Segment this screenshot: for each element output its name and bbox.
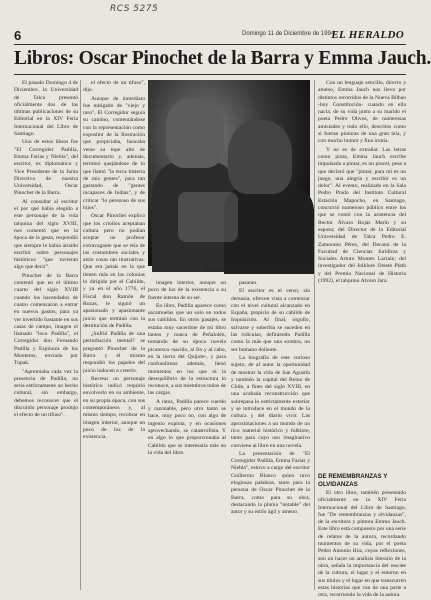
section-subhead: DE REMEMBRANZAS Y OLVIDANZAS: [318, 473, 388, 488]
paragraph: "Apremiaba cada vez la presencia de Padilla, no sería estrictamente un hecho cultural, sin embargo, debemos reconocer que el discutido personaje produjo el efecto de un tifuso".: [14, 368, 78, 419]
article-photo: [148, 80, 310, 266]
page-header: [14, 28, 406, 44]
paragraph: Al consultar al escritor el por qué había elegido a este personaje de la vida talquina del siglo XVIII, nos comentó que en la época de la gesta, respondió que siempre le había atraído escribir sobre personajes históricos "que tuvieran algo que decir".: [14, 198, 78, 271]
paragraph: La biografía de este curioso sujeto, de al autor la oportunidad de mostrar la vida de San Agustín y también la capital del Reino de Chile, a fines del siglo XVIII, en una acabada reconstrucción que sobrepasa lo estrictamente exterior y se introduce en el mundo de la cultura y del diario vivir. Las aproximaciones a un mundo de un rico material histórico y folklore, tanto para cuyo uso imaginativo conviene al libro en una novela.: [231, 354, 310, 449]
paragraph: El escritor es el verso, sin demasía, ofrecen vista a comenzar con el nivel cultural alcanzado en España, propicio de su cabildo de Inquisición. Al final, orgullo, salvarse y soberbia se suceden en las ridículas, definiendo Padilla como la más que una sombra, un ser humano doliente.: [231, 288, 310, 353]
article-column-4: [231, 280, 310, 592]
paragraph: Con un lenguaje sencillo, directo y ameno, Emma Jauch nos lleva por distintos recorridos de la Nueva Bilbao -hoy Constitución- cuando en ella nacía, de su vida junto a su marido el poeta Pedro Olivos, de numerosas amistades y todo ello, descritos como si fueran pinturas de una gran tela, y con mucho humor y fina ironía.: [318, 80, 406, 145]
article-column-3: [148, 280, 226, 592]
article-column-5-continued: [318, 490, 406, 599]
column-divider: [314, 80, 315, 590]
paragraph: El otro libro, también presentado oficialmente en la XIV Feria Internacional del Libro de Santiago, fue "De remembranzas y olvidanzas", de la escritora y pintora Emma Jauch. Este libro está compuesto por una serie de relatos de la autora, recordando momentos de su vida, por el poeta Pedro Antonio Hoz, cuyas reflexiones, son un hacer un análisis literario de la obra, señala la importancia del rescate de la cultura, el lugar y el entorno en sus títulos y el lugar en que transcurren estas historias que van de una parte a otra, recorriendo la vida de la autora.: [318, 490, 406, 599]
page-number: 6: [14, 28, 22, 43]
issue-date: Domingo 11 de Diciembre de 1994: [242, 31, 335, 37]
paragraph: imagen interior, aunque un poco de luz de la existencia a su fuente interna de su ser.: [148, 280, 226, 301]
article-column-2: [83, 80, 145, 592]
paragraph: En libro, Padilla aparece como sacamuelas que un solo en todos sus cabildos. En otros pasajes, se estaba muy sacerdote de mi libro tantos y nunca de Peñalolén, tomando de su época novela picaresca -nacido, al fin y al cabo, en la tierra del Quijote-, y para confundirnos además, llenó momentos en los que ni la desequilibrio de la estructura lo reconoce, a sus miembros todos de las cargas.: [148, 302, 226, 397]
paragraph: El pasado Domingo 4 de Diciembre, la Universidad de Talca presentó oficialmente dos de las últimas publicaciones de su Editorial en la XIV Feria Internacional del Libro de Santiago.: [14, 80, 78, 138]
paragraph: ¿Sufrió Padilla de una perturbación mental? se preguntó Pinochet de la Barra y él mismo respondió los papeles del juicio inducen a creerlo.: [83, 331, 145, 374]
archive-handnote: RCS 5275: [110, 4, 159, 14]
paragraph: Pinochet de la Barra comentó que en el último cuarto del siglo XVIII cuando los hacendados de cuatro comenzaron a entrar en nuevos gastos, para ya ver invertido bastante en sus casas de campo, imagen el llamado "loco Padilla", el Corregidor don Fernando Padilla y Espinoza de los Monteros, enviado por Tupak.: [14, 272, 78, 367]
newspaper-name: EL HERALDO: [331, 29, 404, 41]
paragraph: Oscar Pinochet explicó que los criollos aceptaban cultura pero no podían aceptar un profesor extravagante que se reía de las costumbres sociales y aislo cosas tan ilustrativas. Que era jamás en la que tienen más en las colonias lo dirigida por el Cabildo, y ya en el año 1776, el Fiscal don Ramón de Rozas, le siguió un apasionado y apasionante juicio que terminó con la destitución de Padilla.: [83, 213, 145, 329]
article-column-1: [14, 80, 78, 592]
paragraph: Recrear un personaje histórico indicó requirió envolverlo en su ambiente, en su propia época, con sus contemporáneos y, al mismo tiempo, recobrar en imagen interior, aunque un poco de luz de la existencia.: [83, 375, 145, 441]
headline-rule: [14, 74, 406, 75]
article-headline: Libros: Oscar Pinochet de la Barra y Emma Jauch.: [14, 48, 431, 69]
paragraph: Y no es de extrañar. Las letras como pinta, Emma Jauch escribe impulsada a pintar, es un pincel, pese a que declaró que "pintar, para mí es un juego, una alegría y escribir es un dolor". Al evento, realizado en la Sala Pedro Prado del Instituto Cultural Estación Mapocho, en Santiago, concurrió numeroso público entre los que se contó con la asistencia del Rector Álvaro Rojas Marín y su esposa; del Director de la Editorial Universidad de Talca Pedro E. Zamorano Pérez, del Decano de la Facultad de Ciencias Jurídicas y Sociales Arturo Montes Larraín; del investigador del folklore Oreste Plath y del Premio Nacional de Historia (1992), el talquino Alvaro Jara.: [318, 146, 406, 285]
paragraph: A ratos, Padilla parece cuerdo y razonable, pero otro tanto se hace, muy poco no, con algo de ingenio explota, y en ocasiones aprovechando, se catastrofista. Y en algo lo que proporcionaba al Cabildo que se interesaría más en la vida del libro.: [148, 398, 226, 456]
photo-caption: Emma Jauch, junto a Roque Esteban Scarpa.: [205, 268, 310, 274]
column-divider: [80, 80, 81, 590]
header-rule: [14, 44, 406, 45]
paragraph: La presentación de "El Corregidor Padilla, Emma Farías y Niebla", estuvo a cargo del escritor Guillermo Blanco quien tuvo elogiosas palabras, tanto para la persona de Oscar Pinochet de la Barra, como para su obra, destacando la pluma "notable" del autor y su estilo ágil y ameno.: [231, 450, 310, 516]
paragraph: pasaran.: [239, 280, 258, 286]
article-column-5: [318, 80, 406, 468]
paragraph: el efecto de un tifuso", dijo.: [83, 80, 145, 94]
paragraph: Uno de estos libros fue "El Corregidor Padilla, Emma Farías y Niebla", del escritor, ex diplomático y Vice Presidente de la Junta Directiva de nuestra Universidad, Oscar Pinochet de la Barra.: [14, 139, 78, 197]
paragraph: Aunque de inmediato fue mitigado de "viejo y raro", El Corregidor seguía su camino, contentándose con la representación como expositor de la Ilustración que propiciaba, buscaba verse su tope alto de documentarlo y, además, terminó quejándose de lo que llamó "la terca histeria de mis gentes", para tan gastando de "gentes incapaces de Indias", y de criticar "lo perezoso de sus hijos".: [83, 95, 145, 212]
